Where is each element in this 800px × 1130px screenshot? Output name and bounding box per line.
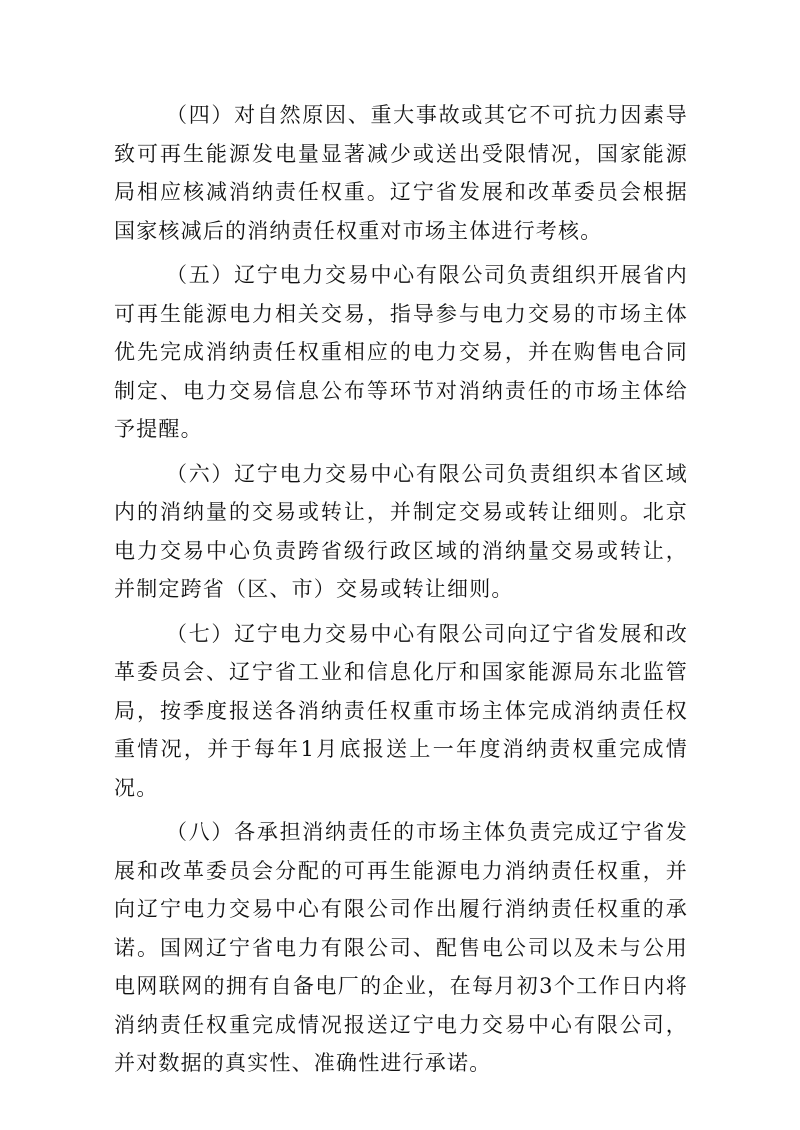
paragraph-7: （七）辽宁电力交易中心有限公司向辽宁省发展和改革委员会、辽宁省工业和信息化厅和国家能源局东北监管局，按季度报送各消纳责任权重市场主体完成消纳责任权重情况，并于每年1月底报送上一年度消纳责权重完成情况。: [114, 621, 688, 800]
paragraph-8: （八）各承担消纳责任的市场主体负责完成辽宁省发展和改革委员会分配的可再生能源电力消纳责任权重，并向辽宁电力交易中心有限公司作出履行消纳责任权重的承诺。国网辽宁省电力有限公司、配售电公司以及未与公用电网联网的拥有自备电厂的企业，在每月初3个工作日内将消纳责任权重完成情况报送辽宁电力交易中心有限公司，并对数据的真实性、准确性进行承诺。: [114, 820, 688, 1075]
paragraph-4: （四）对自然原因、重大事故或其它不可抗力因素导致可再生能源发电量显著减少或送出受限情况，国家能源局相应核减消纳责任权重。辽宁省发展和改革委员会根据国家核减后的消纳责任权重对市场主体进行考核。: [114, 103, 688, 243]
paragraph-6: （六）辽宁电力交易中心有限公司负责组织本省区域内的消纳量的交易或转让，并制定交易或转让细则。北京电力交易中心负责跨省级行政区域的消纳量交易或转让，并制定跨省（区、市）交易或转让细则。: [114, 461, 688, 601]
paragraph-5: （五）辽宁电力交易中心有限公司负责组织开展省内可再生能源电力相关交易，指导参与电力交易的市场主体优先完成消纳责任权重相应的电力交易，并在购售电合同制定、电力交易信息公布等环节对消纳责任的市场主体给予提醒。: [114, 263, 688, 441]
document-body: [114, 96, 688, 1089]
